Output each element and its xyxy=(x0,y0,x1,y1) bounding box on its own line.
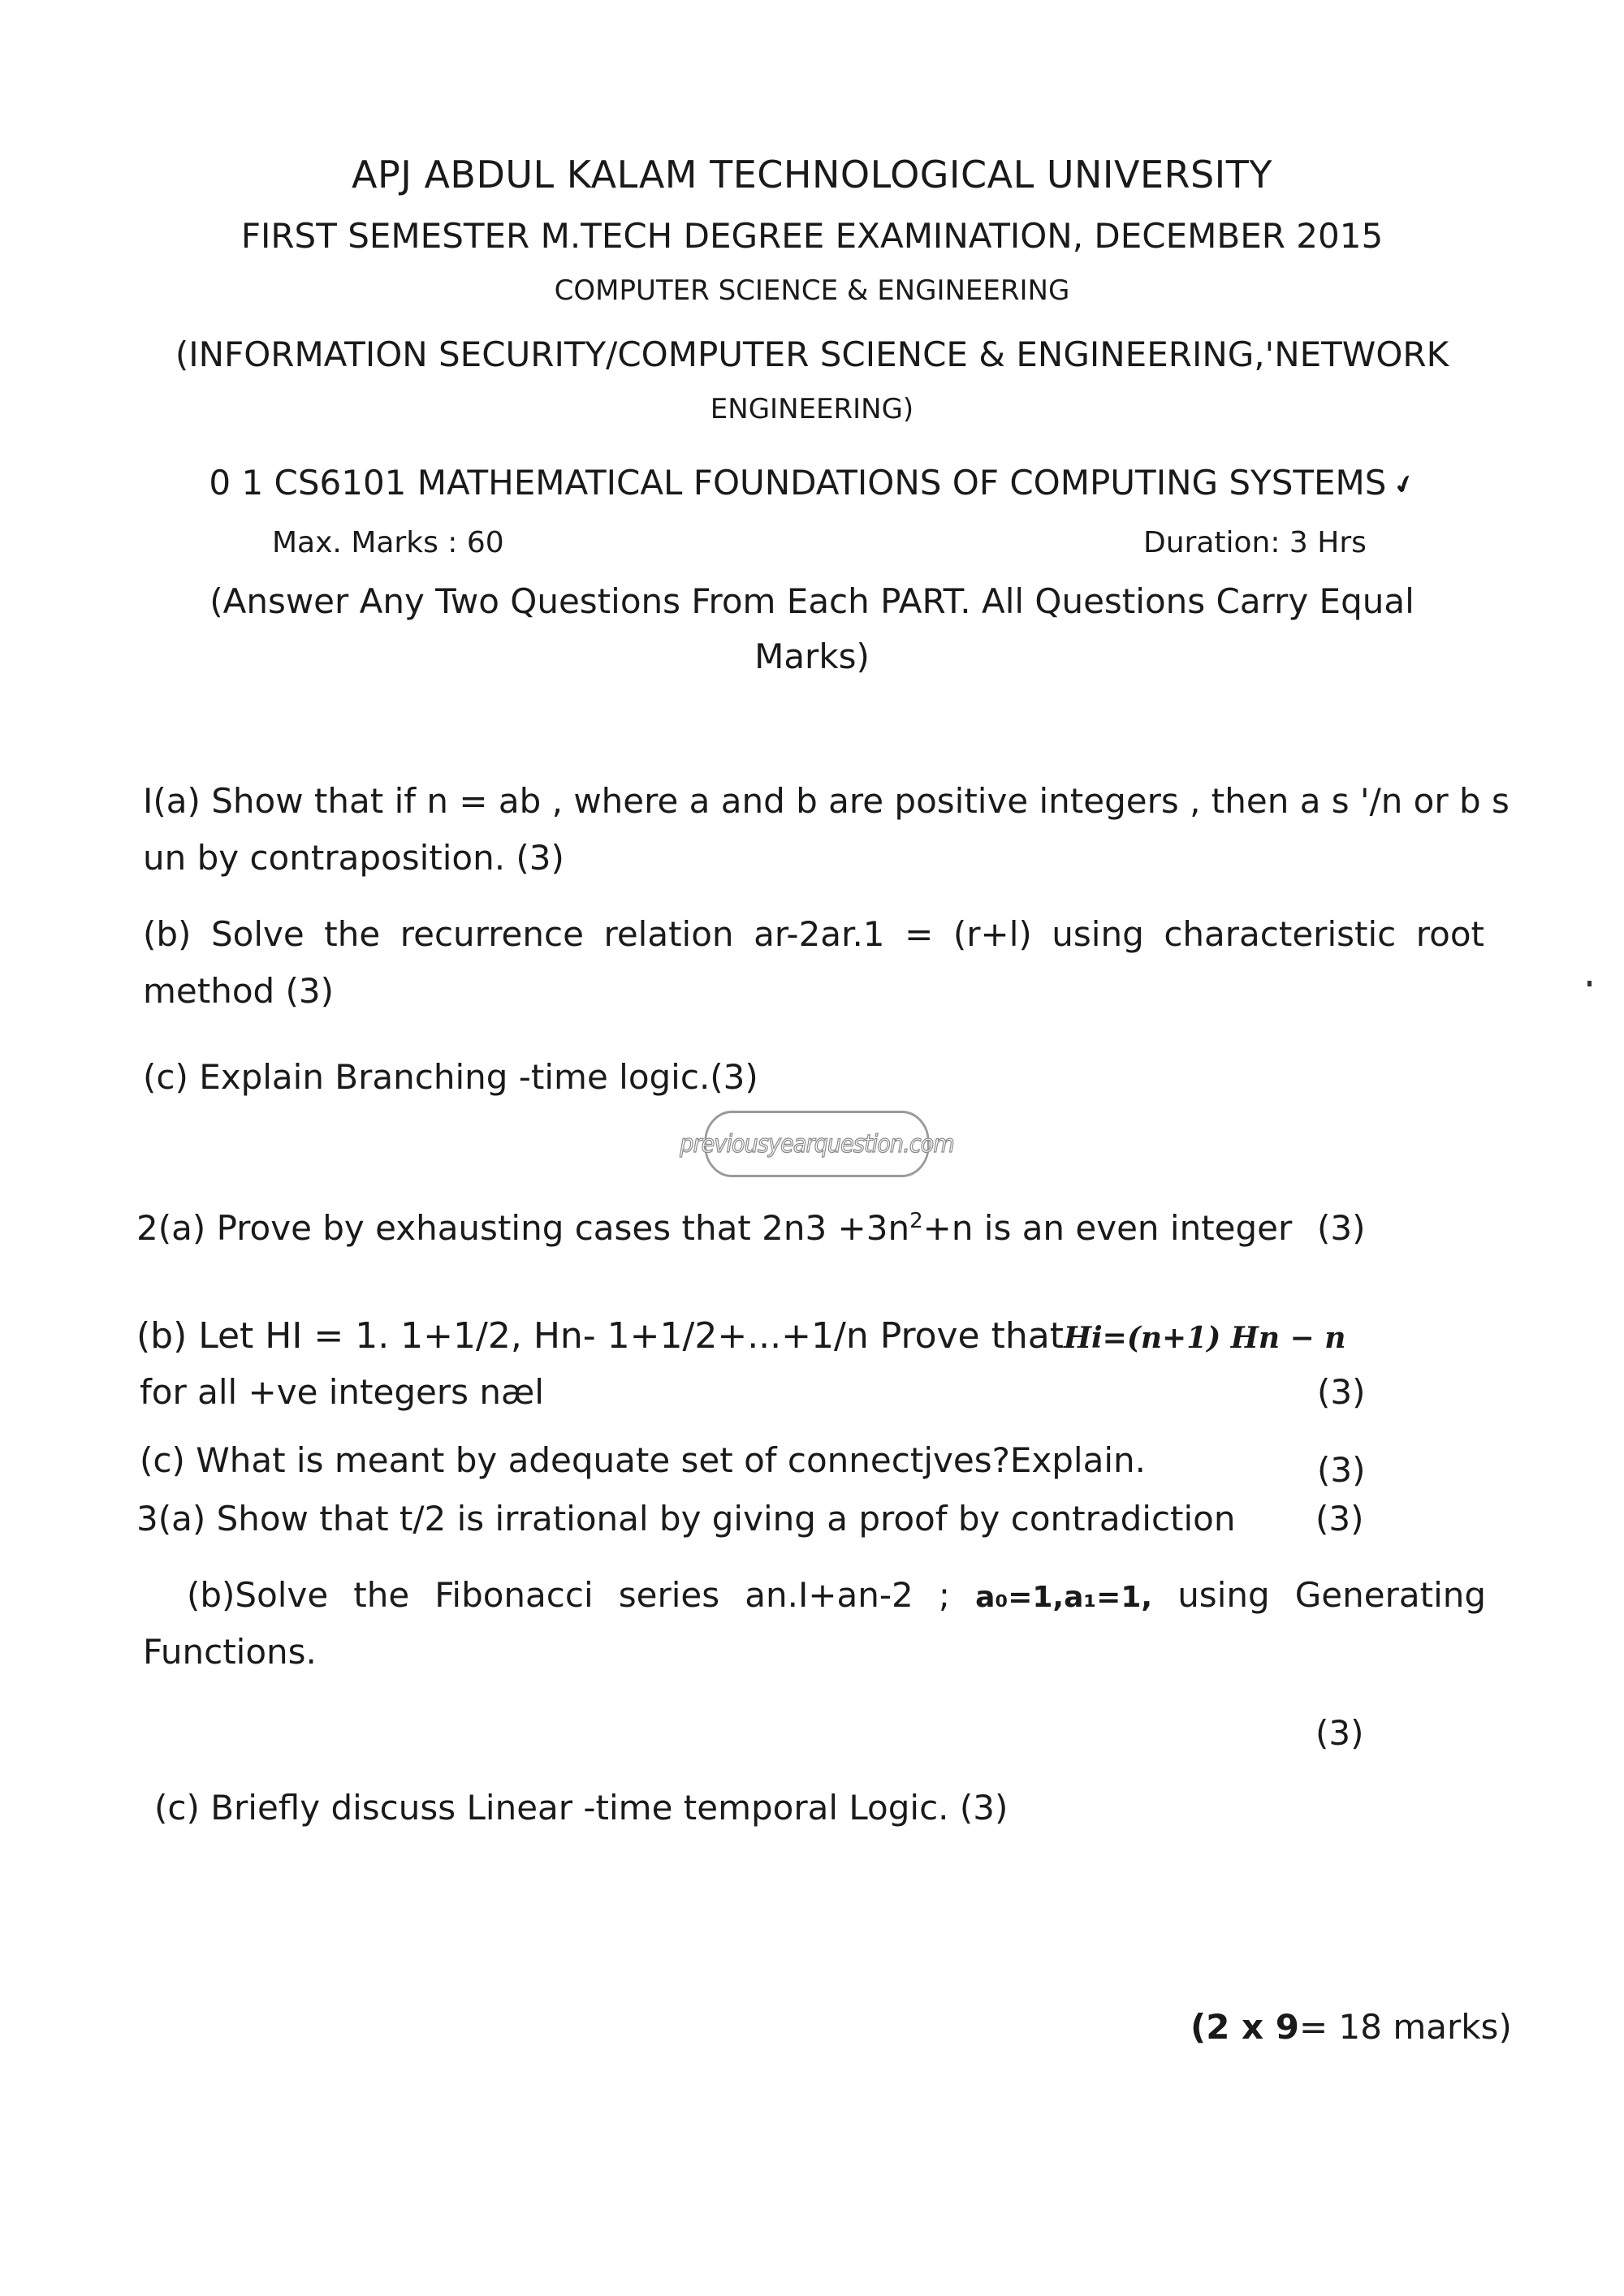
question-2c-mark: (3) xyxy=(1317,1450,1366,1490)
tick-mark-icon: ✔ xyxy=(1390,468,1419,503)
question-2c: (c) What is meant by adequate set of connectjves?Explain. xyxy=(140,1440,1146,1480)
question-2a-end: +n is an even integer xyxy=(922,1208,1293,1248)
question-3a: 3(a) Show that t/2 is irrational by giving a proof by contradiction xyxy=(136,1499,1236,1539)
subject-title-text: 0 1 CS6101 MATHEMATICAL FOUNDATIONS OF COMPUTING SYSTEMS xyxy=(209,463,1387,503)
instruction-line-2: Marks) xyxy=(754,637,870,676)
instruction-line-1: (Answer Any Two Questions From Each PART. All Questions Carry Equal xyxy=(209,581,1415,621)
exam-title: FIRST SEMESTER M.TECH DEGREE EXAMINATION, DECEMBER 2015 xyxy=(240,216,1384,256)
question-2a-mark: (3) xyxy=(1317,1208,1366,1248)
watermark-logo xyxy=(680,1111,954,1177)
question-2a-text: 2(a) Prove by exhausting cases that 2n3 +3n xyxy=(136,1208,910,1248)
question-3b-line-2: Functions. xyxy=(143,1632,317,1672)
question-3c: (c) Briefly discuss Linear -time temporal Logic. (3) xyxy=(154,1788,1009,1828)
total-marks-bold: (2 x 9 xyxy=(1190,2007,1299,2047)
question-1b-line-1: (b) Solve the recurrence relation ar-2ar.1 = (r+l) using characteristic root xyxy=(143,914,1484,954)
question-3b-text: (b)Solve the Fibonacci series an.I+an-2 ; xyxy=(187,1575,951,1615)
question-1b-line-2: method (3) xyxy=(143,971,335,1011)
question-2a xyxy=(136,1208,1292,1248)
question-2b-text: (b) Let HI = 1. 1+1/2, Hn- 1+1/2+...+1/n Prove that xyxy=(136,1315,1064,1357)
total-marks-rest: = 18 marks) xyxy=(1298,2007,1512,2047)
question-2b-line-1 xyxy=(136,1315,1345,1357)
question-2b-line-2: for all +ve integers næl xyxy=(140,1372,544,1412)
question-3a-mark: (3) xyxy=(1315,1499,1364,1539)
question-3b-mark: (3) xyxy=(1315,1713,1364,1753)
max-marks: Max. Marks : 60 xyxy=(272,526,504,559)
department: COMPUTER SCIENCE & ENGINEERING xyxy=(554,274,1070,307)
specialisation-line-2: ENGINEERING) xyxy=(710,393,914,425)
watermark-text: previousyearquestion.com xyxy=(680,1129,954,1159)
scan-speck xyxy=(1587,981,1592,986)
question-2b-formula: Hi=(n+1) Hn − n xyxy=(1063,1321,1346,1355)
duration: Duration: 3 Hrs xyxy=(1143,526,1367,559)
question-3b-end: using Generating xyxy=(1177,1575,1487,1615)
question-1c: (c) Explain Branching -time logic.(3) xyxy=(143,1057,758,1097)
question-3b-line-1 xyxy=(187,1575,1486,1615)
question-1a-line-1: I(a) Show that if n = ab , where a and b are positive integers , then a s '/n or b s xyxy=(143,781,1510,821)
part-total-marks xyxy=(1190,2007,1512,2047)
question-2b-mark: (3) xyxy=(1317,1372,1366,1412)
specialisation-line-1: (INFORMATION SECURITY/COMPUTER SCIENCE & ENGINEERING,'NETWORK xyxy=(175,334,1449,374)
question-1a-line-2: un by contraposition. (3) xyxy=(143,838,564,878)
university-name: APJ ABDUL KALAM TECHNOLOGICAL UNIVERSITY xyxy=(352,153,1272,196)
question-2a-exponent: 2 xyxy=(909,1209,923,1233)
question-3b-initial-values: a₀=1,a₁=1, xyxy=(975,1581,1153,1614)
subject-title xyxy=(0,463,1624,503)
